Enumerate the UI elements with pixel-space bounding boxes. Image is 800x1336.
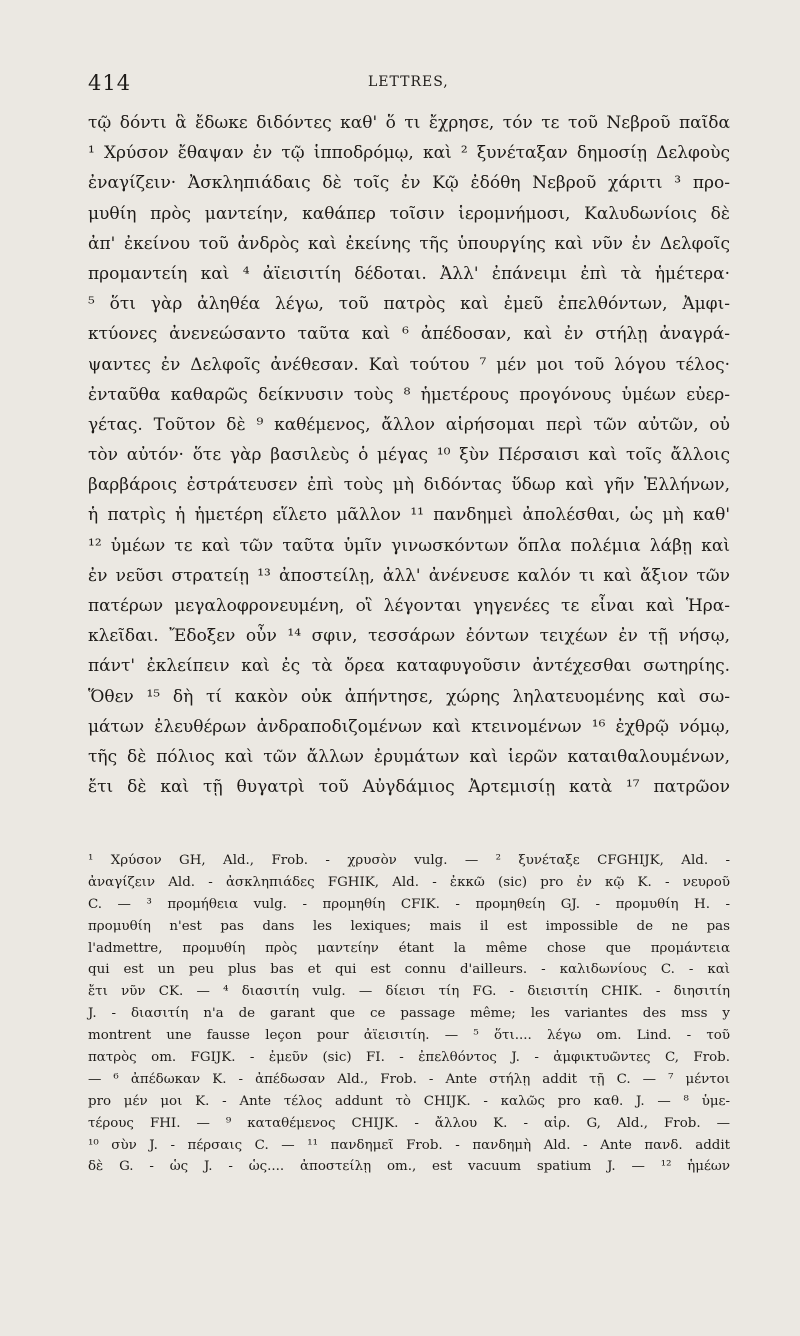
footnote-line: C. — ³ προμήθεια vulg. - προμηθίη CFIK. - προμηθείη GJ. - προμυθίη H. -	[88, 896, 730, 912]
text-line: ⁵ ὅτι γὰρ ἀληθέα λέγω, τοῦ πατρὸς καὶ ἐμεῦ ἐπελθόντων, Ἀμφι-	[88, 294, 730, 315]
text-line: ¹² ὑμέων τε καὶ τῶν ταῦτα ὑμῖν γινωσκόντων ὅπλα πολέμια λάβῃ καὶ	[88, 535, 730, 556]
text-line: ἡ πατρὶς ἡ ἡμετέρη εἵλετο μᾶλλον ¹¹ πανδημεὶ ἀπολέσθαι, ὡς μὴ καθ'	[88, 505, 730, 526]
text-line: τῆς δὲ πόλιος καὶ τῶν ἄλλων ἐρυμάτων καὶ ἱερῶν καταιθαλουμένων,	[88, 746, 730, 767]
text-line: γέτας. Τοῦτον δὲ ⁹ καθέμενος, ἄλλον αἱρήσομαι περὶ τῶν αὐτῶν, οὐ	[88, 414, 730, 435]
text-line: μυθίη πρὸς μαντείην, καθάπερ τοῖσιν ἱερομνήμοσι, Καλυδωνίοις δὲ	[88, 203, 730, 224]
text-line: βαρβάροις ἐστράτευσεν ἐπὶ τοὺς μὴ διδόντας ὕδωρ καὶ γῆν Ἑλλήνων,	[88, 475, 730, 496]
footnote-line: προμυθίη n'est pas dans les lexiques; mais il est impossible de ne pas	[88, 918, 730, 934]
text-line: ἐναγίζειν· Ἀσκληπιάδαις δὲ τοῖς ἐν Κῷ ἐδόθη Νεβροῦ χάριτι ³ προ-	[88, 173, 730, 194]
text-line: ψαντες ἐν Δελφοῖς ἀνέθεσαν. Καὶ τούτου ⁷ μέν μοι τοῦ λόγου τέλος·	[88, 354, 730, 375]
footnote-line: πατρὸς om. FGIJK. - ἐμεῦν (sic) FI. - ἐπελθόντος J. - ἀμφικτυῶντες C, Frob.	[88, 1050, 730, 1066]
footnote-line: — ⁶ ἀπέδωκαν K. - ἀπέδωσαν Ald., Frob. - Ante στήλῃ addit τῇ C. — ⁷ μέντοι	[88, 1071, 730, 1087]
text-line: ἐν νεῦσι στρατείῃ ¹³ ἀποστείλῃ, ἀλλ' ἀνένευσε καλόν τι καὶ ἄξιον τῶν	[88, 565, 730, 586]
footnote-line: τέρους FHI. — ⁹ καταθέμενος CHIJK. - ἄλλου K. - αἱρ. G, Ald., Frob. —	[88, 1115, 730, 1131]
footnote-line: l'admettre, προμυθίη πρὸς μαντείην étant la même chose que προμάντεια	[88, 940, 730, 956]
text-line: ¹ Χρύσον ἔθαψαν ἐν τῷ ἱπποδρόμῳ, καὶ ² ξυνέταξαν δημοσίῃ Δελφοὺς	[88, 143, 730, 164]
footnote-line: qui est un peu plus bas et qui est connu d'ailleurs. - καλιδωνίους C. - καὶ	[88, 962, 730, 978]
text-line: τὸν αὐτόν· ὅτε γὰρ βασιλεὺς ὁ μέγας ¹⁰ ξὺν Πέρσαισι καὶ τοῖς ἄλλοις	[88, 445, 730, 466]
footnote-line: ¹ Χρύσον GH, Ald., Frob. - χρυσὸν vulg. — ² ξυνέταξε CFGHIJK, Ald. -	[88, 853, 730, 868]
footnotes	[88, 850, 730, 1178]
text-line: ἀπ' ἐκείνου τοῦ ἀνδρὸς καὶ ἐκείνης τῆς ὑπουργίης καὶ νῦν ἐν Δελφοῖς	[88, 233, 730, 254]
footnote-line: J. - διασιτίη n'a de garant que ce passage même; les variantes des mss y	[88, 1006, 730, 1022]
text-line: ἔτι δὲ καὶ τῇ θυγατρὶ τοῦ Αὐγδάμιος Ἀρτεμισίῃ κατὰ ¹⁷ πατρῶον	[88, 777, 730, 798]
running-title: LETTRES,	[368, 74, 449, 90]
text-line: πάντ' ἐκλείπειν καὶ ἐς τὰ ὄρεα καταφυγοῦσιν ἀντέχεσθαι σωτηρίης.	[88, 656, 730, 677]
footnote-line: ἔτι νῦν CK. — ⁴ διασιτίη vulg. — δίεισι τίη FG. - διεισιτίη CHIK. - διησιτίη	[88, 984, 730, 1000]
text-line: τῷ δόντι ἃ ἔδωκε διδόντες καθ' ὅ τι ἔχρησε, τόν τε τοῦ Νεβροῦ παῖδα	[88, 113, 730, 133]
page-header	[88, 71, 728, 101]
text-line: ἐνταῦθα καθαρῶς δείκνυσιν τοὺς ⁸ ἡμετέρους προγόνους ὑμέων εὐερ-	[88, 384, 730, 405]
footnote-line: ἀναγίζειν Ald. - ἀσκληπιάδες FGHIK, Ald. - ἐκκῶ (sic) pro ἐν κῷ K. - νευροῦ	[88, 874, 730, 890]
footnote-line: δὲ G. - ὡς J. - ὡς.... ἀποστείλῃ om., est vacuum spatium J. — ¹² ἡμέων	[88, 1159, 730, 1175]
footnote-line: ¹⁰ σὺν J. - πέρσαις C. — ¹¹ πανδημεῖ Frob. - πανδημὴ Ald. - Ante πανδ. addit	[88, 1137, 730, 1153]
text-line: πατέρων μεγαλοφρονευμένη, οἳ λέγονται γηγενέες τε εἶναι καὶ Ἡρα-	[88, 596, 730, 616]
text-line: Ὅθεν ¹⁵ δὴ τί κακὸν οὐκ ἀπήντησε, χώρης ληλατευομένης καὶ σω-	[88, 686, 730, 707]
footnote-line: montrent une fausse leçon pour ἀϊεισιτίη. — ⁵ ὅτι.... λέγω om. Lind. - τοῦ	[88, 1028, 730, 1044]
footnote-line: pro μέν μοι K. - Ante τέλος addunt τὸ CHIJK. - καλῶς pro καθ. J. — ⁸ ὑμε-	[88, 1093, 730, 1109]
text-line: προμαντείη καὶ ⁴ ἀϊεισιτίη δέδοται. Ἀλλ' ἐπάνειμι ἐπὶ τὰ ἡμέτερα·	[88, 263, 730, 284]
main-text	[88, 108, 730, 802]
text-line: μάτων ἐλευθέρων ἀνδραποδιζομένων καὶ κτεινομένων ¹⁶ ἐχθρῷ νόμῳ,	[88, 716, 730, 737]
page-number: 414	[88, 71, 132, 95]
text-line: κλεῖδαι. Ἔδοξεν οὖν ¹⁴ σφιν, τεσσάρων ἐόντων τειχέων ἐν τῇ νήσῳ,	[88, 626, 730, 647]
text-line: κτύονες ἀνενεώσαντο ταῦτα καὶ ⁶ ἀπέδοσαν, καὶ ἐν στήλῃ ἀναγρά-	[88, 324, 730, 345]
